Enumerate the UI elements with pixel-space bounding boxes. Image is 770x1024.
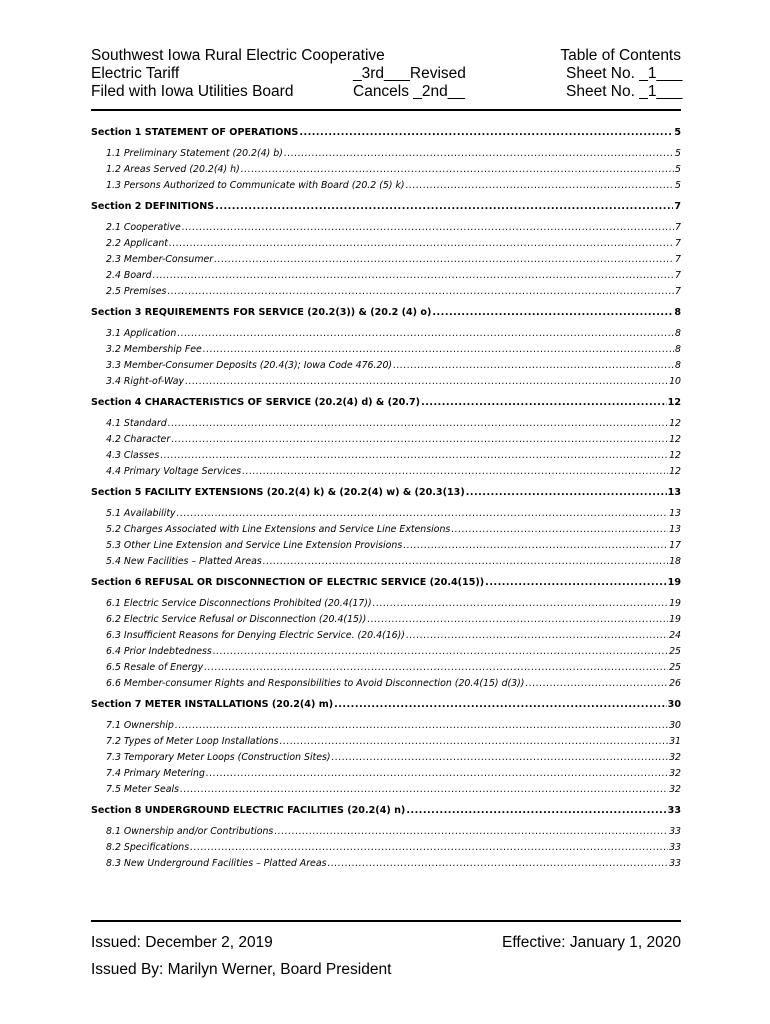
toc-section-entry-page: 13 [667,487,681,498]
toc-subsection-entry-title: 6.6 Member-consumer Rights and Responsibilities to Avoid Disconnection (20.4(15) d(3)) [106,678,525,689]
toc-section-entry-title: Section 1 STATEMENT OF OPERATIONS [91,127,299,138]
toc-subsection-entry-title: 8.1 Ownership and/or Contributions [106,826,274,837]
toc-subsection-entry[interactable] [91,506,681,522]
toc-section-entry-page: 30 [667,699,681,710]
toc-section-entry[interactable] [91,575,681,591]
page-header [91,47,681,107]
dot-leader [332,750,669,766]
toc-subsection-entry[interactable] [91,326,681,342]
dot-leader [215,199,673,215]
toc-subsection-entry-page: 7 [675,286,681,297]
toc-subsection-entry-page: 12 [669,466,681,477]
toc-subsection-entry-title: 2.5 Premises [106,286,167,297]
toc-subsection-entry-page: 19 [669,614,681,625]
dot-leader [153,268,674,284]
toc-subsection-entry-title: 6.2 Electric Service Refusal or Disconnection (20.4(15)) [106,614,367,625]
toc-subsection-entry[interactable] [91,782,681,798]
toc-section-entry-page: 8 [674,307,681,318]
toc-subsection-entry[interactable] [91,464,681,480]
toc-subsection-entry[interactable] [91,824,681,840]
document-title: Table of Contents [560,47,681,64]
dot-leader [274,824,668,840]
toc-subsection-entry-title: 3.1 Application [106,328,177,339]
toc-subsection-entry-page: 10 [669,376,681,387]
toc-subsection-entry-title: 2.1 Cooperative [106,222,181,233]
dot-leader [175,718,668,734]
dot-leader [213,644,668,660]
toc-subsection-entry-title: 4.1 Standard [106,418,167,429]
dot-leader [167,284,674,300]
toc-subsection-entry[interactable] [91,538,681,554]
toc-section-entry-page: 33 [667,805,681,816]
toc-subsection-entry-title: 2.4 Board [106,270,152,281]
toc-subsection-entry[interactable] [91,448,681,464]
toc-subsection-entry-page: 7 [675,270,681,281]
toc-subsection-entry[interactable] [91,554,681,570]
dot-leader [171,432,668,448]
page-footer [91,934,681,984]
toc-subsection-entry[interactable] [91,342,681,358]
dot-leader [451,522,668,538]
toc-section-entry-page: 7 [674,201,681,212]
dot-leader [284,146,674,162]
toc-section-entry-page: 5 [674,127,681,138]
toc-subsection-entry-title: 5.2 Charges Associated with Line Extensions and Service Line Extensions [106,524,451,535]
toc-subsection-entry-title: 1.2 Areas Served (20.2(4) h) [106,164,240,175]
dot-leader [406,803,666,819]
toc-subsection-entry-page: 12 [669,434,681,445]
toc-subsection-entry-title: 5.1 Availability [106,508,176,519]
dot-leader [204,660,668,676]
toc-subsection-entry[interactable] [91,220,681,236]
dot-leader [327,856,668,872]
toc-subsection-entry[interactable] [91,236,681,252]
table-of-contents [91,124,681,876]
toc-subsection-entry[interactable] [91,856,681,872]
toc-subsection-entry-title: 7.5 Meter Seals [106,784,179,795]
toc-subsection-entry-title: 6.1 Electric Service Disconnections Prohibited (20.4(17)) [106,598,372,609]
dot-leader [406,628,668,644]
issued-by: Issued By: Marilyn Werner, Board President [91,961,392,978]
toc-subsection-entry-title: 4.4 Primary Voltage Services [106,466,242,477]
dot-leader [403,538,668,554]
footer-rule [91,920,681,922]
toc-subsection-entry[interactable] [91,358,681,374]
toc-section-entry[interactable] [91,485,681,501]
dot-leader [485,575,666,591]
issued-date: Issued: December 2, 2019 [91,934,273,951]
toc-subsection-entry-page: 33 [669,842,681,853]
cancels-label: Cancels _2nd__ [353,83,466,100]
dot-leader [525,676,668,692]
toc-subsection-entry-page: 25 [669,662,681,673]
dot-leader [177,506,669,522]
toc-subsection-entry-page: 7 [675,254,681,265]
dot-leader [203,342,674,358]
tariff-label: Electric Tariff [91,65,180,82]
dot-leader [334,697,667,713]
toc-subsection-entry-title: 2.3 Member-Consumer [106,254,214,265]
toc-subsection-entry-page: 5 [675,164,681,175]
toc-subsection-entry-title: 7.1 Ownership [106,720,174,731]
toc-subsection-entry[interactable] [91,612,681,628]
filed-with-label: Filed with Iowa Utilities Board [91,83,294,100]
toc-subsection-entry[interactable] [91,162,681,178]
toc-subsection-entry[interactable] [91,676,681,692]
header-rule [91,109,681,111]
cancelled-sheet-number: Sheet No. _1___ [566,83,683,100]
toc-subsection-entry-page: 5 [675,148,681,159]
toc-section-entry[interactable] [91,125,681,141]
dot-leader [169,236,674,252]
toc-subsection-entry-title: 7.3 Temporary Meter Loops (Construction Sites) [106,752,331,763]
toc-subsection-entry-title: 6.3 Insufficient Reasons for Denying Electric Service. (20.4(16)) [106,630,405,641]
toc-subsection-entry-title: 1.1 Preliminary Statement (20.2(4) b) [106,148,283,159]
toc-section-entry[interactable] [91,199,681,215]
dot-leader [160,448,668,464]
toc-subsection-entry-title: 6.5 Resale of Energy [106,662,204,673]
toc-subsection-entry[interactable] [91,178,681,194]
toc-section-entry-title: Section 8 UNDERGROUND ELECTRIC FACILITIES (20.2(4) n) [91,805,406,816]
toc-subsection-entry[interactable] [91,522,681,538]
toc-subsection-entry[interactable] [91,644,681,660]
dot-leader [190,840,668,856]
toc-subsection-entry-page: 19 [669,598,681,609]
toc-subsection-entry-title: 1.3 Persons Authorized to Communicate with Board (20.2 (5) k) [106,180,405,191]
toc-section-entry-title: Section 3 REQUIREMENTS FOR SERVICE (20.2(3)) & (20.2 (4) o) [91,307,432,318]
toc-subsection-entry-title: 7.2 Types of Meter Loop Installations [106,736,279,747]
toc-subsection-entry[interactable] [91,840,681,856]
dot-leader [373,596,668,612]
toc-section-entry-title: Section 5 FACILITY EXTENSIONS (20.2(4) k) & (20.2(4) w) & (20.3(13) [91,487,465,498]
toc-subsection-entry-page: 18 [669,556,681,567]
dot-leader [206,766,668,782]
dot-leader [185,374,668,390]
toc-subsection-entry-page: 17 [669,540,681,551]
dot-leader [214,252,674,268]
toc-subsection-entry-title: 5.4 New Facilities – Platted Areas [106,556,262,567]
toc-subsection-entry-page: 7 [675,238,681,249]
toc-subsection-entry-page: 30 [669,720,681,731]
revision-label: _3rd___Revised [353,65,466,82]
toc-subsection-entry-title: 3.4 Right-of-Way [106,376,185,387]
dot-leader [367,612,668,628]
toc-subsection-entry[interactable] [91,718,681,734]
toc-subsection-entry[interactable] [91,146,681,162]
toc-section-entry-page: 12 [667,397,681,408]
toc-subsection-entry-title: 8.2 Specifications [106,842,190,853]
dot-leader [241,162,674,178]
toc-subsection-entry[interactable] [91,628,681,644]
toc-subsection-entry[interactable] [91,268,681,284]
toc-subsection-entry-title: 6.4 Prior Indebtedness [106,646,212,657]
toc-subsection-entry-page: 8 [675,344,681,355]
toc-subsection-entry[interactable] [91,374,681,390]
toc-section-entry-page: 19 [667,577,681,588]
toc-subsection-entry[interactable] [91,766,681,782]
toc-subsection-entry-title: 2.2 Applicant [106,238,168,249]
toc-section-entry[interactable] [91,395,681,411]
toc-subsection-entry-page: 12 [669,418,681,429]
toc-section-entry[interactable] [91,305,681,321]
sheet-number: Sheet No. _1___ [566,65,683,82]
toc-subsection-entry-title: 4.2 Character [106,434,171,445]
dot-leader [263,554,668,570]
dot-leader [177,326,674,342]
dot-leader [280,734,669,750]
toc-subsection-entry-page: 32 [669,784,681,795]
toc-subsection-entry[interactable] [91,416,681,432]
toc-subsection-entry-page: 5 [675,180,681,191]
toc-subsection-entry-page: 31 [669,736,681,747]
toc-subsection-entry[interactable] [91,734,681,750]
toc-subsection-entry-page: 13 [669,508,681,519]
toc-subsection-entry-page: 8 [675,360,681,371]
toc-subsection-entry-page: 32 [669,752,681,763]
toc-subsection-entry[interactable] [91,284,681,300]
dot-leader [466,485,667,501]
toc-subsection-entry[interactable] [91,750,681,766]
toc-subsection-entry-title: 3.2 Membership Fee [106,344,202,355]
toc-subsection-entry-page: 25 [669,646,681,657]
toc-section-entry-title: Section 4 CHARACTERISTICS OF SERVICE (20.2(4) d) & (20.7) [91,397,421,408]
toc-subsection-entry-page: 32 [669,768,681,779]
toc-section-entry-title: Section 2 DEFINITIONS [91,201,215,212]
dot-leader [421,395,667,411]
dot-leader [182,220,674,236]
dot-leader [168,416,668,432]
toc-subsection-entry-page: 33 [669,858,681,869]
toc-subsection-entry-title: 8.3 New Underground Facilities – Platted Areas [106,858,327,869]
toc-subsection-entry[interactable] [91,596,681,612]
toc-subsection-entry-page: 24 [669,630,681,641]
toc-subsection-entry[interactable] [91,660,681,676]
dot-leader [406,178,674,194]
effective-date: Effective: January 1, 2020 [502,934,681,951]
toc-subsection-entry-page: 7 [675,222,681,233]
toc-section-entry-title: Section 7 METER INSTALLATIONS (20.2(4) m) [91,699,334,710]
toc-subsection-entry[interactable] [91,252,681,268]
dot-leader [242,464,668,480]
toc-subsection-entry[interactable] [91,432,681,448]
dot-leader [180,782,668,798]
toc-section-entry-title: Section 6 REFUSAL OR DISCONNECTION OF ELECTRIC SERVICE (20.4(15)) [91,577,485,588]
toc-subsection-entry-page: 13 [669,524,681,535]
toc-subsection-entry-title: 5.3 Other Line Extension and Service Line Extension Provisions [106,540,403,551]
toc-subsection-entry-page: 8 [675,328,681,339]
toc-section-entry[interactable] [91,803,681,819]
toc-subsection-entry-page: 26 [669,678,681,689]
dot-leader [299,125,673,141]
toc-section-entry[interactable] [91,697,681,713]
dot-leader [432,305,673,321]
cooperative-name: Southwest Iowa Rural Electric Cooperative [91,47,385,64]
toc-subsection-entry-page: 33 [669,826,681,837]
dot-leader [393,358,674,374]
toc-subsection-entry-title: 3.3 Member-Consumer Deposits (20.4(3); Iowa Code 476.20) [106,360,393,371]
toc-subsection-entry-title: 4.3 Classes [106,450,160,461]
toc-subsection-entry-title: 7.4 Primary Metering [106,768,205,779]
toc-subsection-entry-page: 12 [669,450,681,461]
